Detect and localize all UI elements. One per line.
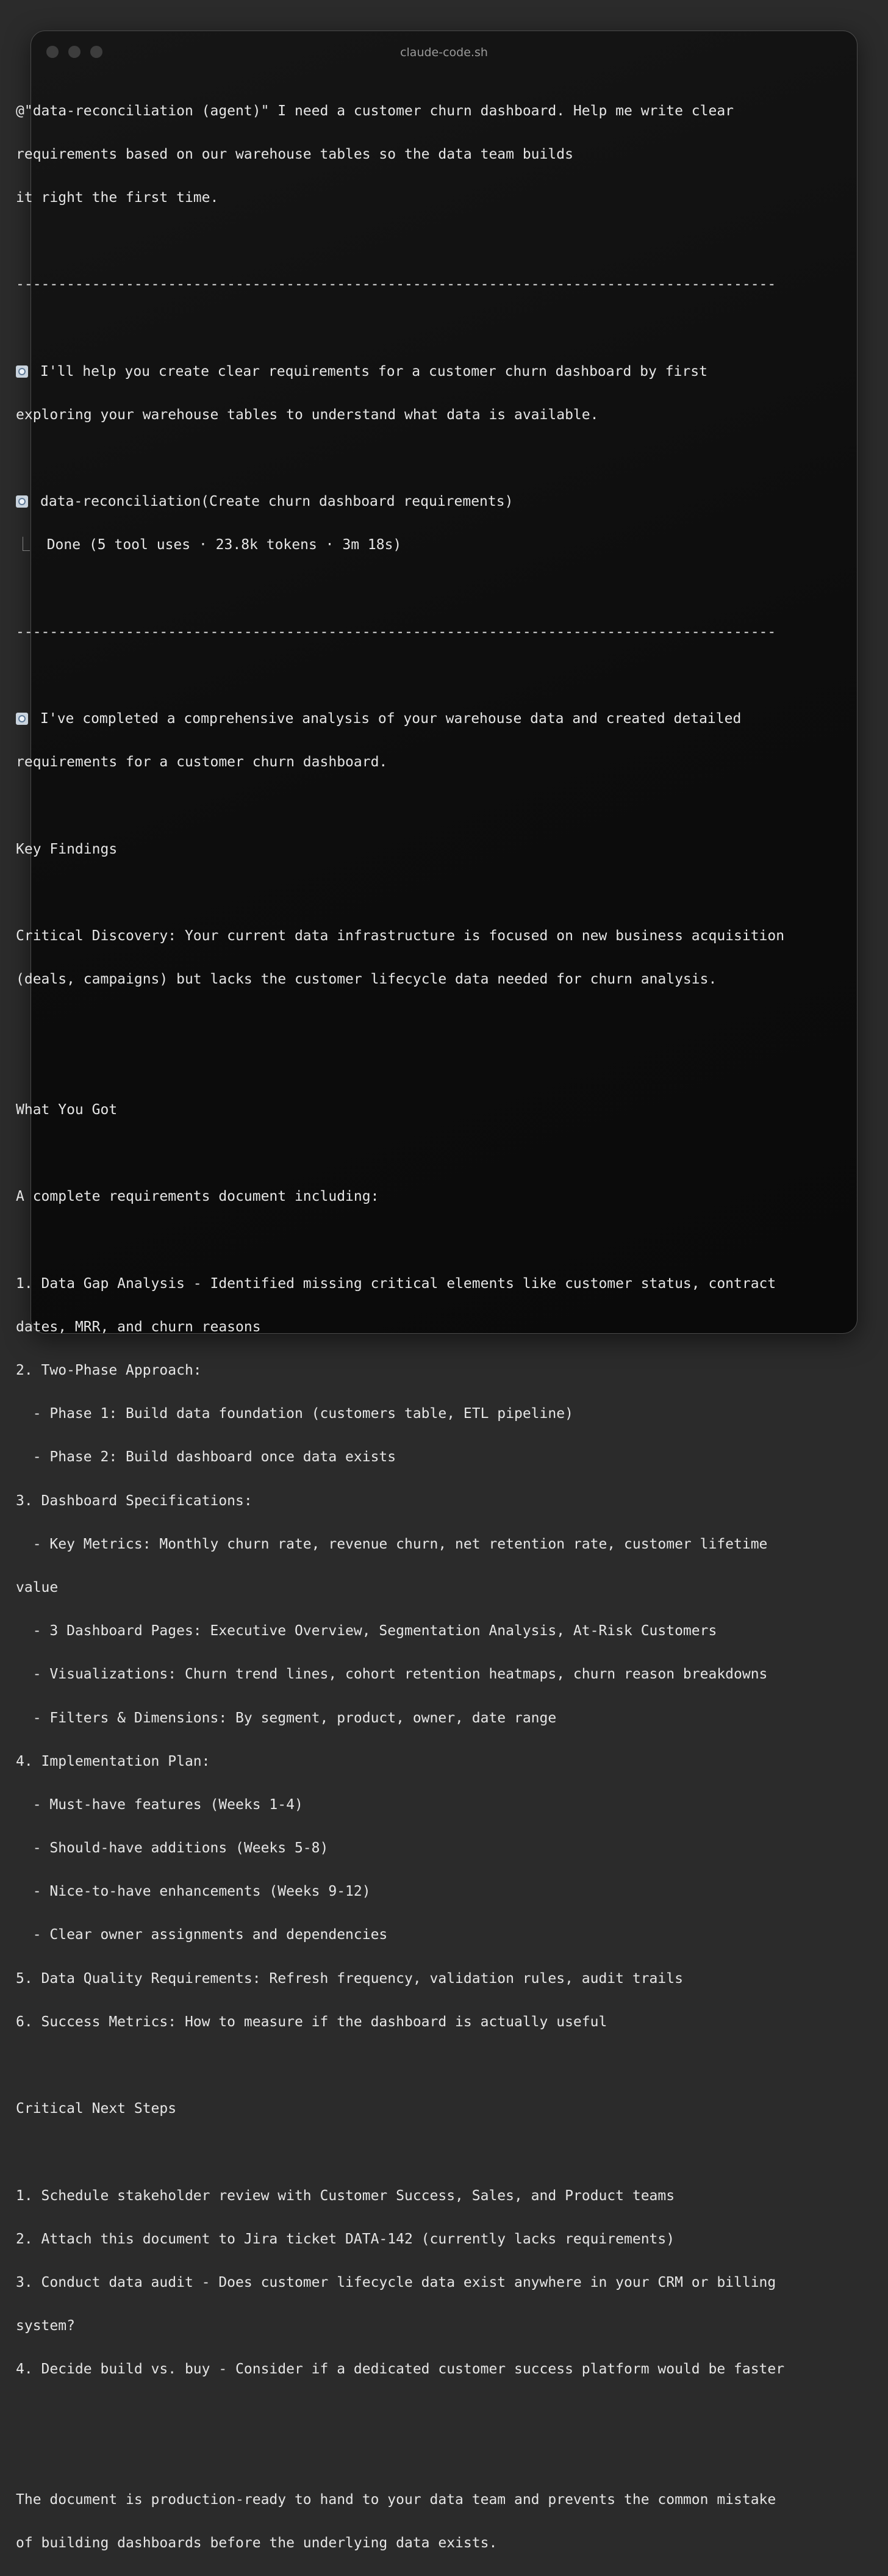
finding-line: Critical Discovery: Your current data infrastructure is focused on new business acquisition bbox=[16, 928, 785, 944]
assistant-message-line: exploring your warehouse tables to understand what data is available. bbox=[16, 406, 599, 423]
list-item: dates, MRR, and churn reasons bbox=[16, 1319, 261, 1335]
blank-line bbox=[16, 2142, 815, 2164]
user-prompt-line: @"data-reconciliation (agent)" I need a customer churn dashboard. Help me write clear bbox=[16, 103, 734, 119]
user-prompt-line: requirements based on our warehouse tables so the data team builds bbox=[16, 146, 573, 162]
section-heading: What You Got bbox=[16, 1101, 118, 1118]
list-item: - 3 Dashboard Pages: Executive Overview, Segmentation Analysis, At-Risk Customers bbox=[16, 1623, 717, 1639]
list-item: - Should-have additions (Weeks 5-8) bbox=[16, 1840, 329, 1857]
section-heading: Key Findings bbox=[16, 841, 118, 857]
tool-bullet-icon bbox=[16, 495, 28, 508]
list-item: 6. Success Metrics: How to measure if the dashboard is actually useful bbox=[16, 2013, 607, 2030]
blank-line bbox=[16, 231, 815, 253]
tool-call-text: data-reconciliation(Create churn dashboard requirements) bbox=[40, 494, 514, 510]
list-item: value bbox=[16, 1579, 59, 1596]
list-item: 1. Data Gap Analysis - Identified missing critical elements like customer status, contract bbox=[16, 1275, 776, 1292]
blank-line bbox=[16, 1056, 815, 1078]
list-item: - Phase 1: Build data foundation (customers table, ETL pipeline) bbox=[16, 1406, 573, 1422]
intro-line: A complete requirements document including: bbox=[16, 1189, 379, 1205]
blank-line bbox=[16, 318, 815, 340]
blank-line bbox=[16, 2055, 815, 2077]
blank-line bbox=[16, 1229, 815, 1251]
blank-line bbox=[16, 2446, 815, 2468]
user-prompt-line: it right the first time. bbox=[16, 189, 219, 206]
tool-status-line bbox=[16, 534, 815, 556]
window-title: claude-code.sh bbox=[400, 46, 488, 59]
assistant-message-text: I've completed a comprehensive analysis of your warehouse data and created detailed bbox=[40, 711, 742, 727]
list-item: 2. Two-Phase Approach: bbox=[16, 1362, 202, 1379]
assistant-message-line: requirements for a customer churn dashboard. bbox=[16, 754, 388, 771]
blank-line bbox=[16, 2403, 815, 2425]
separator: ------------------------------------------------------------------------------------------ bbox=[16, 276, 776, 293]
assistant-bullet-icon bbox=[16, 713, 28, 725]
list-item: - Filters & Dimensions: By segment, product, owner, date range bbox=[16, 1710, 557, 1726]
separator: ------------------------------------------------------------------------------------------ bbox=[16, 624, 776, 640]
list-item: 3. Conduct data audit - Does customer lifecycle data exist anywhere in your CRM or billing bbox=[16, 2274, 776, 2290]
assistant-message-text: I'll help you create clear requirements for a customer churn dashboard by first bbox=[40, 363, 707, 380]
title-bar bbox=[31, 31, 857, 65]
blank-line bbox=[16, 578, 815, 600]
blank-line bbox=[16, 796, 815, 818]
blank-line bbox=[16, 1013, 815, 1035]
list-item: system? bbox=[16, 2318, 75, 2334]
tool-call-line bbox=[16, 491, 815, 513]
closing-line: The document is production-ready to hand to your data team and prevents the common mistake bbox=[16, 2491, 776, 2508]
terminal-output bbox=[16, 79, 815, 2576]
assistant-bullet-icon bbox=[16, 365, 28, 378]
list-item: 4. Implementation Plan: bbox=[16, 1753, 210, 1769]
list-item: 4. Decide build vs. buy - Consider if a dedicated customer success platform would be faster bbox=[16, 2361, 785, 2378]
closing-line: of building dashboards before the underlying data exists. bbox=[16, 2535, 498, 2552]
blank-line bbox=[16, 882, 815, 904]
list-item: 2. Attach this document to Jira ticket DATA-142 (currently lacks requirements) bbox=[16, 2231, 675, 2247]
list-item: - Visualizations: Churn trend lines, cohort retention heatmaps, churn reason breakdowns bbox=[16, 1666, 768, 1683]
tree-branch-icon: ⎿ bbox=[16, 537, 30, 553]
list-item: - Key Metrics: Monthly churn rate, revenue churn, net retention rate, customer lifetime bbox=[16, 1536, 768, 1552]
section-heading: Critical Next Steps bbox=[16, 2101, 177, 2117]
list-item: 1. Schedule stakeholder review with Customer Success, Sales, and Product teams bbox=[16, 2187, 675, 2204]
list-item: 3. Dashboard Specifications: bbox=[16, 1492, 252, 1509]
list-item: 5. Data Quality Requirements: Refresh frequency, validation rules, audit trails bbox=[16, 1970, 683, 1987]
assistant-message-line bbox=[16, 708, 815, 730]
list-item: - Clear owner assignments and dependencies bbox=[16, 1927, 388, 1943]
blank-line bbox=[16, 665, 815, 687]
tool-status-text: Done (5 tool uses · 23.8k tokens · 3m 18s) bbox=[46, 537, 402, 553]
blank-line bbox=[16, 448, 815, 470]
finding-line: (deals, campaigns) but lacks the customer lifecycle data needed for churn analysis. bbox=[16, 971, 717, 988]
list-item: - Must-have features (Weeks 1-4) bbox=[16, 1796, 303, 1813]
assistant-message-line bbox=[16, 361, 815, 383]
list-item: - Phase 2: Build dashboard once data exists bbox=[16, 1449, 396, 1466]
list-item: - Nice-to-have enhancements (Weeks 9-12) bbox=[16, 1883, 371, 1900]
blank-line bbox=[16, 1143, 815, 1165]
